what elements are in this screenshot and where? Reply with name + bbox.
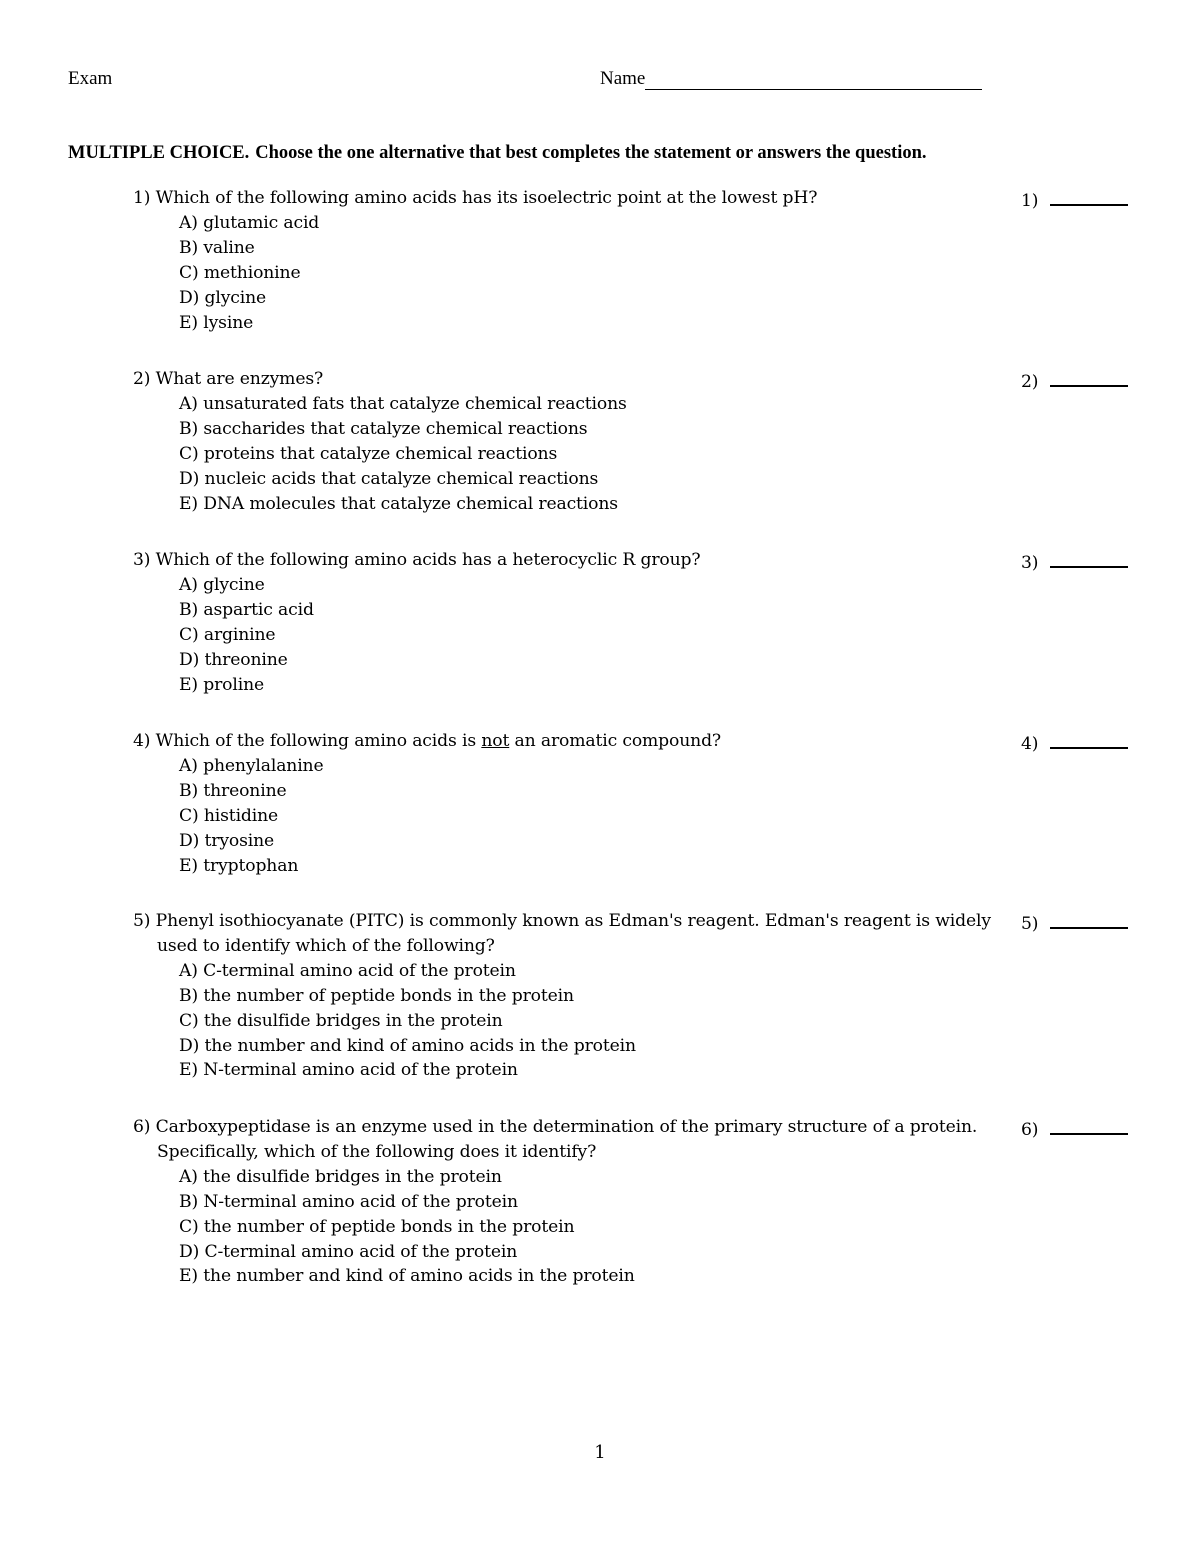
name-blank-line[interactable] — [645, 69, 982, 90]
question-6-number: 6) — [133, 1117, 151, 1137]
question-1-choice-a[interactable]: A) glutamic acid — [179, 212, 320, 233]
question-6-choice-d[interactable]: D) C-terminal amino acid of the protein — [179, 1241, 518, 1262]
question-6-text: Carboxypeptidase is an enzyme used in the determination of the primary structure of a protein. Specifically, which of the following does it identify? — [155, 1117, 978, 1162]
name-field-group — [600, 68, 982, 90]
question-3-answer-blank[interactable] — [1050, 548, 1128, 568]
question-3 — [133, 548, 1133, 697]
question-5-answer-number: 5) — [1021, 914, 1039, 934]
question-5 — [133, 909, 1133, 1083]
question-1-number: 1) — [133, 188, 151, 208]
question-4-choice-e[interactable]: E) tryptophan — [179, 855, 299, 876]
question-3-stem — [133, 548, 1017, 573]
question-1-text: Which of the following amino acids has its isoelectric point at the lowest pH? — [155, 188, 818, 208]
question-5-choice-d[interactable]: D) the number and kind of amino acids in the protein — [179, 1035, 636, 1056]
question-1-choice-e[interactable]: E) lysine — [179, 312, 254, 333]
question-2 — [133, 367, 1133, 516]
question-1-stem — [133, 186, 1017, 211]
question-3-choice-d[interactable]: D) threonine — [179, 649, 288, 670]
question-3-number: 3) — [133, 550, 151, 570]
question-6-answer-blank[interactable] — [1050, 1115, 1128, 1135]
question-4-number: 4) — [133, 731, 151, 751]
question-4-answer-slot — [1021, 729, 1128, 757]
question-4-choice-a[interactable]: A) phenylalanine — [179, 755, 324, 776]
question-4-choice-b[interactable]: B) threonine — [179, 780, 287, 801]
question-1 — [133, 186, 1133, 335]
question-3-choice-c[interactable]: C) arginine — [179, 624, 276, 645]
question-2-answer-number: 2) — [1021, 372, 1039, 392]
question-2-choice-e[interactable]: E) DNA molecules that catalyze chemical reactions — [179, 493, 618, 514]
question-5-choice-e[interactable]: E) N-terminal amino acid of the protein — [179, 1060, 518, 1081]
question-5-choice-b[interactable]: B) the number of peptide bonds in the protein — [179, 985, 574, 1006]
question-4-choice-c[interactable]: C) histidine — [179, 805, 279, 826]
question-2-number: 2) — [133, 369, 151, 389]
question-6-choice-e[interactable]: E) the number and kind of amino acids in the protein — [179, 1266, 635, 1287]
question-2-text: What are enzymes? — [155, 369, 324, 389]
question-4 — [133, 729, 1133, 878]
question-6-answer-slot — [1021, 1115, 1128, 1143]
question-1-answer-number: 1) — [1021, 191, 1039, 211]
question-6-answer-number: 6) — [1021, 1120, 1039, 1140]
question-2-stem — [133, 367, 1017, 392]
question-5-choice-a[interactable]: A) C-terminal amino acid of the protein — [179, 960, 516, 981]
question-2-answer-slot — [1021, 367, 1128, 395]
question-3-choice-a[interactable]: A) glycine — [179, 574, 265, 595]
question-1-answer-blank[interactable] — [1050, 186, 1128, 206]
question-3-text: Which of the following amino acids has a heterocyclic R group? — [155, 550, 701, 570]
question-6-choice-a[interactable]: A) the disulfide bridges in the protein — [179, 1166, 502, 1187]
question-4-text-after: an aromatic compound? — [514, 731, 721, 751]
question-1-answer-slot — [1021, 186, 1128, 214]
question-6 — [133, 1115, 1133, 1289]
question-2-answer-blank[interactable] — [1050, 367, 1128, 387]
question-2-choice-c[interactable]: C) proteins that catalyze chemical reactions — [179, 443, 558, 464]
question-1-choice-b[interactable]: B) valine — [179, 237, 255, 258]
question-3-answer-number: 3) — [1021, 553, 1039, 573]
question-5-number: 5) — [133, 911, 151, 931]
question-3-answer-slot — [1021, 548, 1128, 576]
question-2-choice-b[interactable]: B) saccharides that catalyze chemical reactions — [179, 418, 588, 439]
instructions-lead: MULTIPLE CHOICE. — [68, 143, 250, 163]
instructions — [68, 143, 927, 164]
question-4-emphasis: not — [481, 731, 510, 751]
question-6-choice-c[interactable]: C) the number of peptide bonds in the protein — [179, 1216, 575, 1237]
instructions-text: Choose the one alternative that best completes the statement or answers the question. — [255, 143, 927, 163]
question-5-answer-slot — [1021, 909, 1128, 937]
question-6-stem — [133, 1115, 1017, 1165]
question-3-choice-e[interactable]: E) proline — [179, 674, 265, 695]
question-4-choice-d[interactable]: D) tryosine — [179, 830, 275, 851]
question-1-choice-c[interactable]: C) methionine — [179, 262, 301, 283]
question-4-answer-number: 4) — [1021, 734, 1039, 754]
question-5-choice-c[interactable]: C) the disulfide bridges in the protein — [179, 1010, 503, 1031]
question-2-choice-a[interactable]: A) unsaturated fats that catalyze chemical reactions — [179, 393, 627, 414]
question-3-choice-b[interactable]: B) aspartic acid — [179, 599, 314, 620]
name-label: Name — [600, 68, 646, 89]
question-2-choice-d[interactable]: D) nucleic acids that catalyze chemical reactions — [179, 468, 599, 489]
question-4-answer-blank[interactable] — [1050, 729, 1128, 749]
question-6-choice-b[interactable]: B) N-terminal amino acid of the protein — [179, 1191, 518, 1212]
exam-label: Exam — [68, 68, 113, 89]
question-4-text-before: Which of the following amino acids is — [155, 731, 476, 751]
question-5-stem — [133, 909, 1017, 959]
question-1-choice-d[interactable]: D) glycine — [179, 287, 267, 308]
question-4-stem — [133, 729, 1017, 754]
question-5-text: Phenyl isothiocyanate (PITC) is commonly known as Edman's reagent. Edman's reagent is widely used to identify which of the following? — [155, 911, 991, 956]
page-number: 1 — [594, 1442, 606, 1463]
question-5-answer-blank[interactable] — [1050, 909, 1128, 929]
